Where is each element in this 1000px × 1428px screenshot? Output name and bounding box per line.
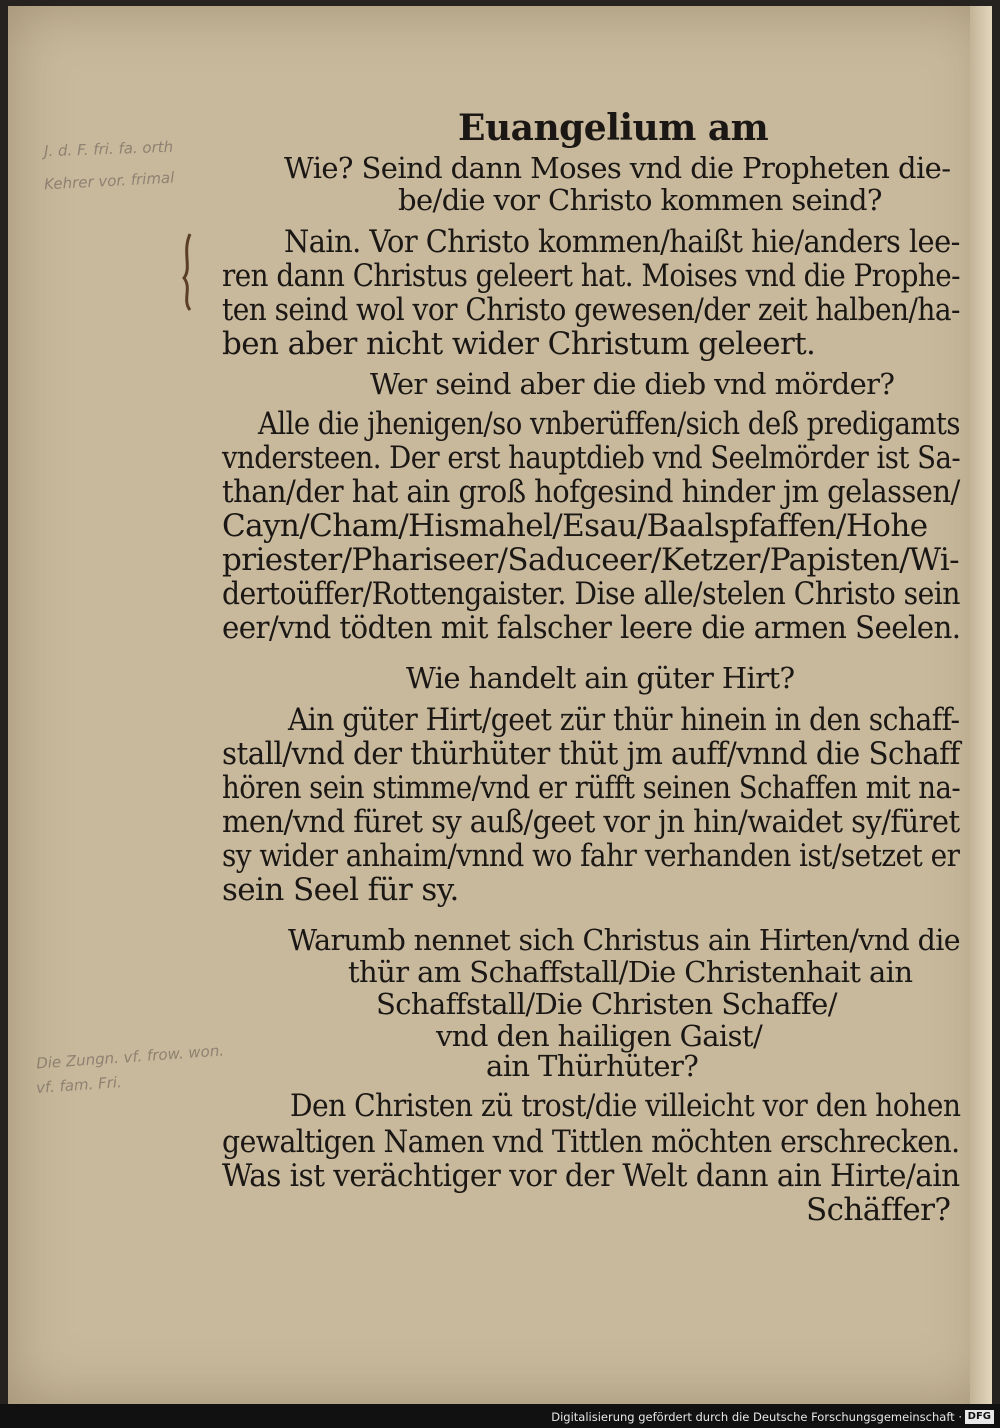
text-line: thür am Schaffstall/Die Christenhait ain xyxy=(348,955,913,989)
footer-credit: Digitalisierung gefördert durch die Deutsche Forschungsgemeinschaft · xyxy=(551,1410,962,1424)
footer-bar xyxy=(0,1404,1000,1428)
text-line: vnd den hailigen Gaist/ xyxy=(436,1019,763,1053)
text-line: hören sein stimme/vnd er rüfft seinen Schaffen mit na- xyxy=(222,770,961,806)
margin-note: J. d. F. fri. fa. orth xyxy=(43,137,174,161)
text-line: ten seind wol vor Christo gewesen/der zeit halben/ha- xyxy=(222,292,960,328)
text-line: men/vnd füret sy auß/geet vor jn hin/waidet sy/füret xyxy=(222,804,960,840)
text-line: stall/vnd der thürhüter thüt jm auff/vnnd die Schaff xyxy=(222,736,960,772)
margin-note: Kehrer vor. frimal xyxy=(43,168,175,194)
text-line: gewaltigen Namen vnd Tittlen möchten erschrecken. xyxy=(222,1124,960,1160)
text-line: Nain. Vor Christo kommen/haißt hie/anders lee- xyxy=(284,224,960,260)
text-line: than/der hat ain groß hofgesind hinder jm gelassen/ xyxy=(222,474,960,510)
text-line: Cayn/Cham/Hismahel/Esau/Baalspfaffen/Hohe xyxy=(222,508,928,544)
text-line: sy wider anhaim/vnnd wo fahr verhanden ist/setzet er xyxy=(222,838,960,874)
text-line: Was ist verächtiger vor der Welt dann ain Hirte/ain xyxy=(222,1158,960,1194)
text-line: ben aber nicht wider Christum geleert. xyxy=(222,326,816,362)
text-line: vndersteen. Der erst hauptdieb vnd Seelmörder ist Sa- xyxy=(222,440,961,476)
text-line: Ain güter Hirt/geet zür thür hinein in den schaff- xyxy=(288,702,960,738)
margin-bracket-mark xyxy=(178,232,196,312)
text-line: Schäffer? xyxy=(806,1192,951,1228)
text-line: Wie handelt ain güter Hirt? xyxy=(406,661,795,695)
dfg-logo: DFG xyxy=(965,1410,994,1424)
text-line: be/die vor Christo kommen seind? xyxy=(398,183,882,217)
text-line: eer/vnd tödten mit falscher leere die armen Seelen. xyxy=(222,610,961,646)
text-line: ren dann Christus geleert hat. Moises vnd die Prophe- xyxy=(222,258,961,294)
text-line: Wie? Seind dann Moses vnd die Propheten die- xyxy=(284,151,951,185)
text-line: priester/Phariseer/Saduceer/Ketzer/Papisten/Wi- xyxy=(222,542,960,578)
margin-note: Die Zungn. vf. frow. won. xyxy=(35,1041,225,1073)
text-line: dertoüffer/Rottengaister. Dise alle/stelen Christo sein xyxy=(222,576,960,612)
text-line: Warumb nennet sich Christus ain Hirten/vnd die xyxy=(288,923,960,957)
text-line: Alle die jhenigen/so vnberüffen/sich deß predigamts xyxy=(258,406,960,442)
text-line: ain Thürhüter? xyxy=(486,1049,699,1083)
text-line: Den Christen zü trost/die villeicht vor den hohen xyxy=(290,1088,961,1124)
margin-note: vf. fam. Fri. xyxy=(35,1073,123,1097)
text-line: sein Seel für sy. xyxy=(222,872,459,908)
page-heading: Euangelium am xyxy=(458,107,769,149)
text-line: Wer seind aber die dieb vnd mörder? xyxy=(370,367,895,401)
text-line: Schaffstall/Die Christen Schaffe/ xyxy=(376,987,837,1021)
